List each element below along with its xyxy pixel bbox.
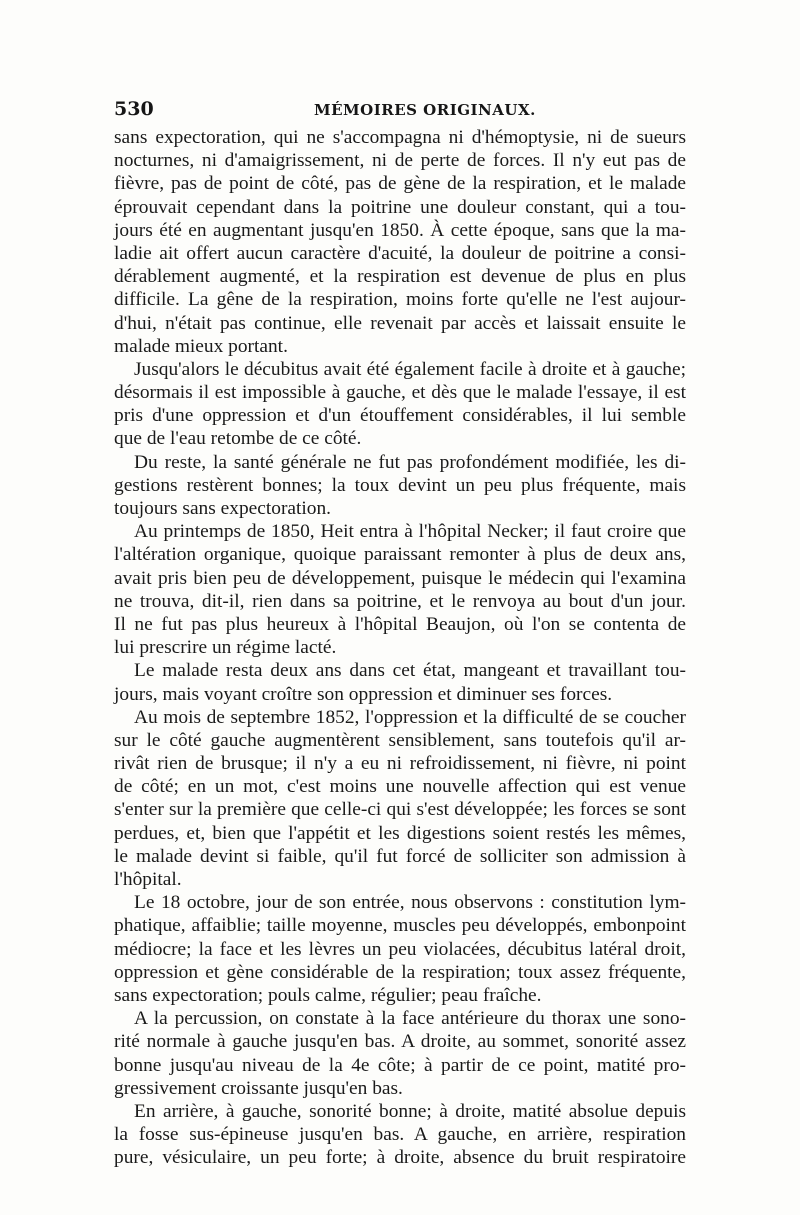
- text-line: rivât rien de brusque; il n'y a eu ni refroidissement, ni fièvre, ni point: [114, 753, 686, 775]
- text-line: sur le côté gauche augmentèrent sensiblement, sans toutefois qu'il ar-: [114, 729, 686, 751]
- text-line: Jusqu'alors le décubitus avait été également facile à droite et à gauche;: [134, 358, 686, 380]
- text-line: la fosse sus-épineuse jusqu'en bas. A gauche, en arrière, respiration: [114, 1124, 686, 1146]
- text-line: lui prescrire un régime lacté.: [114, 637, 337, 659]
- text-line: pure, vésiculaire, un peu forte; à droite, absence du bruit respiratoire: [114, 1147, 686, 1169]
- text-line: Il ne fut pas plus heureux à l'hôpital Beaujon, où l'on se contenta de: [114, 613, 686, 635]
- text-line: sans expectoration, qui ne s'accompagna ni d'hémoptysie, ni de sueurs: [114, 127, 686, 148]
- text-line: Du reste, la santé générale ne fut pas profondément modifiée, les di-: [134, 451, 686, 473]
- running-head: MÉMOIRES ORIGINAUX.: [314, 101, 536, 119]
- text-line: le malade devint si faible, qu'il fut forcé de solliciter son admission à: [114, 845, 686, 867]
- text-line: toujours sans expectoration.: [114, 498, 332, 519]
- text-line: pris d'une oppression et d'un étouffement considérables, il lui semble: [114, 405, 686, 427]
- text-line: gressivement croissante jusqu'en bas.: [114, 1077, 403, 1099]
- text-line: s'enter sur la première que celle-ci qui s'est développée; les forces se sont: [114, 799, 686, 821]
- text-line: phatique, affaiblie; taille moyenne, muscles peu développés, embonpoint: [114, 915, 686, 937]
- text-line: jours, mais voyant croître son oppression et diminuer ses forces.: [114, 683, 613, 705]
- text-line: l'altération organique, quoique paraissant remonter à plus de deux ans,: [114, 544, 686, 566]
- text-line: En arrière, à gauche, sonorité bonne; à droite, matité absolue depuis: [134, 1100, 686, 1122]
- text-line: Le 18 octobre, jour de son entrée, nous observons : constitution lym-: [134, 892, 686, 914]
- text-line: gestions restèrent bonnes; la toux devint un peu plus fréquente, mais: [114, 474, 686, 496]
- text-line: difficile. La gêne de la respiration, moins forte qu'elle ne l'est aujour-: [114, 289, 686, 311]
- text-line: perdues, et, bien que l'appétit et les digestions soient restés les mêmes,: [114, 822, 686, 844]
- text-line: Au mois de septembre 1852, l'oppression et la difficulté de se coucher: [134, 706, 686, 728]
- text-line: ne trouva, dit-il, rien dans sa poitrine, et le renvoya au bout d'un jour.: [114, 590, 686, 612]
- text-line: oppression et gène considérable de la respiration; toux assez fréquente,: [114, 961, 686, 983]
- text-line: jours été en augmentant jusqu'en 1850. À cette époque, sans que la ma-: [114, 219, 686, 241]
- body-text: [114, 126, 686, 1169]
- text-line: bonne jusqu'au niveau de la 4e côte; à partir de ce point, matité pro-: [114, 1054, 686, 1076]
- text-line: l'hôpital.: [114, 869, 182, 890]
- text-line: avait pris bien peu de développement, puisque le médecin qui l'examina: [114, 567, 686, 589]
- text-line: d'hui, n'était pas continue, elle revenait par accès et laissait ensuite le: [114, 312, 686, 334]
- text-line: malade mieux portant.: [114, 335, 288, 357]
- page-number: 530: [114, 98, 154, 120]
- text-line: Le malade resta deux ans dans cet état, mangeant et travaillant tou-: [134, 660, 686, 682]
- text-line: désormais il est impossible à gauche, et dès que le malade l'essaye, il est: [114, 382, 686, 404]
- text-line: ladie ait offert aucun caractère d'acuité, la douleur de poitrine a consi-: [114, 242, 686, 264]
- text-line: Au printemps de 1850, Heit entra à l'hôpital Necker; il faut croire que: [134, 521, 686, 543]
- text-line: médiocre; la face et les lèvres un peu violacées, décubitus latéral droit,: [114, 938, 686, 960]
- text-line: éprouvait cependant dans la poitrine une douleur constant, qui a tou-: [114, 196, 686, 218]
- text-line: que de l'eau retombe de ce côté.: [114, 428, 362, 450]
- text-line: de côté; en un mot, c'est moins une nouvelle affection qui est venue: [114, 776, 686, 798]
- text-line: dérablement augmenté, et la respiration est devenue de plus en plus: [114, 266, 686, 288]
- text-line: nocturnes, ni d'amaigrissement, ni de perte de forces. Il n'y eut pas de: [114, 150, 686, 172]
- text-line: fièvre, pas de point de côté, pas de gène de la respiration, et le malade: [114, 173, 686, 195]
- text-line: A la percussion, on constate à la face antérieure du thorax une sono-: [134, 1008, 686, 1030]
- page-header: [114, 98, 686, 124]
- text-line: sans expectoration; pouls calme, régulier; peau fraîche.: [114, 984, 542, 1006]
- text-line: rité normale à gauche jusqu'en bas. A droite, au sommet, sonorité assez: [114, 1031, 686, 1053]
